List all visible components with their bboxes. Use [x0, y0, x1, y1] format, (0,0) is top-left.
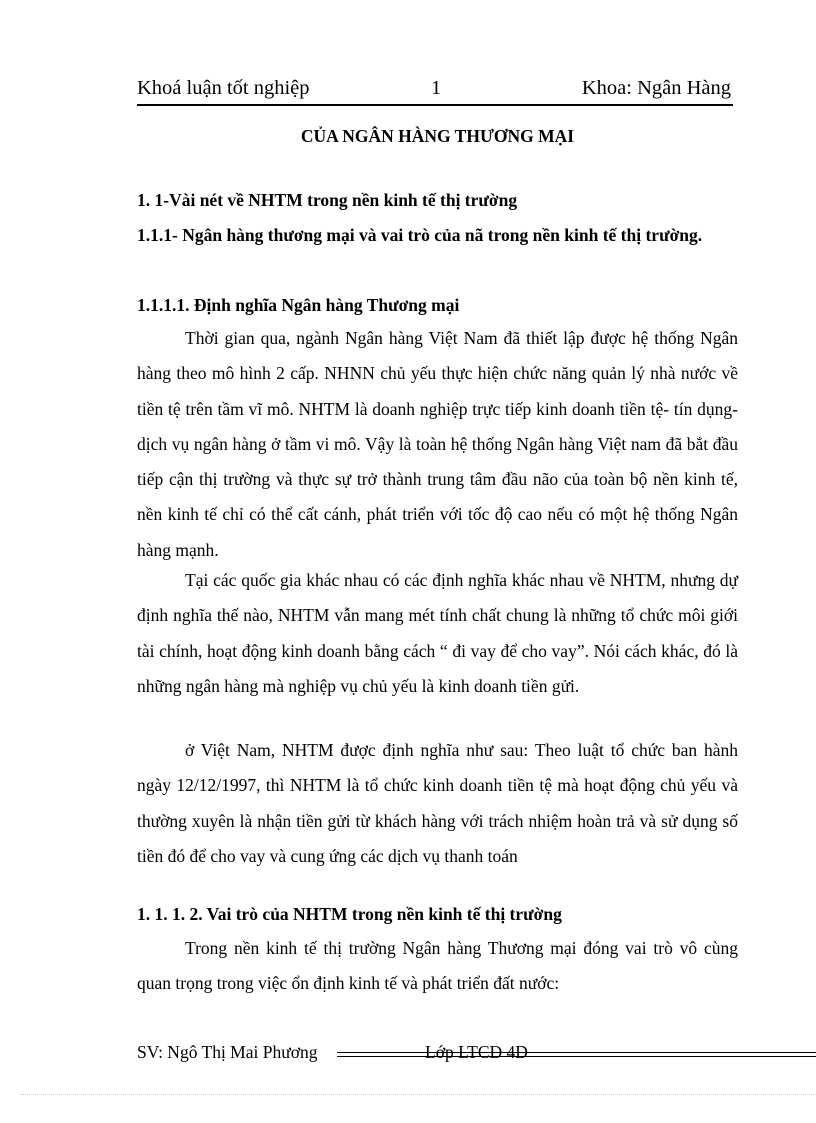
paragraph-text: ở Việt Nam, NHTM được định nghĩa như sau: Theo luật tổ chức ban hành ngày 12/12/1997, thì NHTM là tổ chức kinh doanh tiền tệ mà hoạt động chủ yếu và thường xuyên là nhận tiền gửi từ khách hàng với trách nhiệm hoàn trả và sử dụng số tiền đó để cho vay và cung ứng các dịch vụ thanh toán — [137, 740, 738, 866]
page-footer — [137, 1038, 816, 1066]
heading-1-1: 1. 1-Vài nét về NHTM trong nền kinh tế thị trường — [137, 190, 518, 210]
heading-1-1-1: 1.1.1- Ngân hàng thương mại và vai trò của nã trong nền kinh tế thị trường. — [137, 225, 703, 245]
chapter-title: CỦA NGÂN HÀNG THƯƠNG MẠI — [300, 126, 575, 146]
header-faculty-label: Khoa: Ngân Hàng — [581, 77, 731, 99]
heading-1-1-1-1: 1.1.1.1. Định nghĩa Ngân hàng Thương mại — [137, 295, 460, 315]
footer-student-name: SV: Ngô Thị Mai Phương — [137, 1042, 318, 1062]
section-heading-1-1 — [137, 183, 738, 218]
section-heading-1-1-1 — [137, 218, 738, 253]
section-heading-1-1-1-1 — [137, 288, 738, 323]
paragraph-text: Tại các quốc gia khác nhau có các định nghĩa khác nhau về NHTM, nhưng dự định nghĩa thế nào, NHTM vẫn mang mét tính chất chung là những tổ chức môi giới tài chính, hoạt động kinh doanh bằng cách “ đi vay để cho vay”. Nói cách khác, đó là những ngân hàng mà nghiệp vụ chủ yếu là kinh doanh tiền gửi. — [137, 570, 738, 696]
section-heading-1-1-1-2 — [137, 897, 738, 932]
paragraph-1 — [137, 321, 738, 568]
paragraph-2 — [137, 563, 738, 704]
paragraph-text: Trong nền kinh tế thị trường Ngân hàng Thương mại đóng vai trò vô cùng quan trọng trong việc ổn định kinh tế và phát triển đất nước: — [137, 938, 738, 994]
page-header — [137, 74, 733, 106]
page-number: 1 — [431, 77, 442, 99]
footer-rule-secondary — [337, 1056, 816, 1057]
footer-class-name: Lớp LTCĐ 4D — [425, 1042, 528, 1062]
header-thesis-label: Khoá luận tốt nghiệp — [137, 77, 310, 99]
footer-rule — [337, 1052, 816, 1053]
page-edge-divider — [20, 1094, 816, 1095]
paragraph-3 — [137, 733, 738, 874]
paragraph-4 — [137, 931, 738, 1002]
heading-1-1-1-2: 1. 1. 1. 2. Vai trò của NHTM trong nền kinh tế thị trường — [137, 904, 562, 924]
paragraph-text: Thời gian qua, ngành Ngân hàng Việt Nam đã thiết lập được hệ thống Ngân hàng theo mô hình 2 cấp. NHNN chủ yếu thực hiện chức năng quản lý nhà nước về tiền tệ trên tầm vĩ mô. NHTM là doanh nghiệp trực tiếp kinh doanh tiền tệ- tín dụng- dịch vụ ngân hàng ở tầm vi mô. Vậy là toàn hệ thống Ngân hàng Việt nam đã bắt đầu tiếp cận thị trường và thực sự trở thành trung tâm đầu não của toàn bộ nền kinh tế, nền kinh tế chỉ có thể cất cánh, phát triển với tốc độ cao nếu có một hệ thống Ngân hàng mạnh. — [137, 328, 738, 560]
